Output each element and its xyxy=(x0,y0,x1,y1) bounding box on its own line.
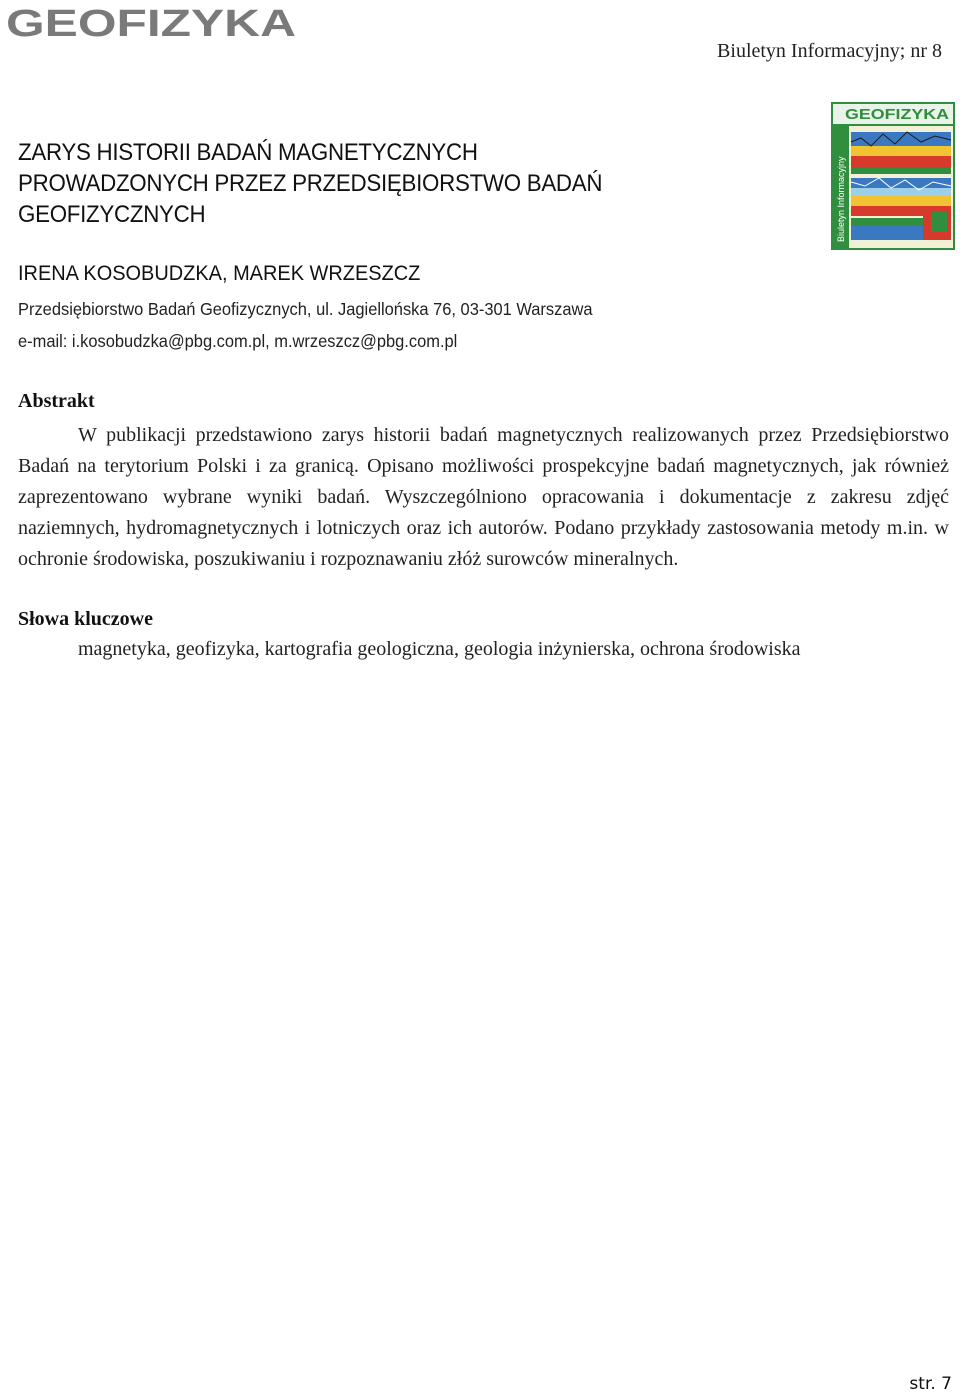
title-line-2: PROWADZONYCH PRZEZ PRZEDSIĘBIORSTWO BADAŃ GEOFIZYCZNYCH xyxy=(18,170,603,228)
email-line: e-mail: i.kosobudzka@pbg.com.pl, m.wrzeszcz@pbg.com.pl xyxy=(18,331,458,351)
article-title xyxy=(18,137,762,230)
bulletin-header: Biuletyn Informacyjny; nr 8 xyxy=(717,40,942,62)
abstract-heading: Abstrakt xyxy=(18,390,95,412)
keywords-heading: Słowa kluczowe xyxy=(18,608,153,630)
abstract-text xyxy=(18,420,949,575)
affiliation: Przedsiębiorstwo Badań Geofizycznych, ul. Jagiellońska 76, 03-301 Warszawa xyxy=(18,299,593,319)
authors: IRENA KOSOBUDZKA, MAREK WRZESZCZ xyxy=(18,262,421,285)
geofizyka-logo xyxy=(6,2,298,42)
cover-logo-text: GEOFIZYKA xyxy=(845,106,950,123)
logo-text: GEOFIZYKA xyxy=(6,3,296,42)
cover-side-text: Biuletyn Informacyjny xyxy=(836,156,846,242)
abstract-text-content: W publikacji przedstawiono zarys historii badań magnetycznych realizowanych przez Przedsiębiorstwo Badań na terytorium Polski i za granicą. Opisano możliwości prospekcyjne badań magnetycznych, jak również zaprezentowano wybrane wyniki badań. Wyszczególniono opracowania i dokumentacje z zakresu zdjęć naziemnych, hydromagnetycznych i lotniczych oraz ich autorów. Podano przykłady zastosowania metody m.in. w ochronie środowiska, poszukiwaniu i rozpoznawaniu złóż surowców mineralnych. xyxy=(18,424,949,570)
journal-cover-image xyxy=(831,102,955,250)
title-line-1: ZARYS HISTORII BADAŃ MAGNETYCZNYCH xyxy=(18,139,478,166)
page-number: str. 7 xyxy=(909,1374,952,1394)
keywords-text: magnetyka, geofizyka, kartografia geologiczna, geologia inżynierska, ochrona środowiska xyxy=(78,638,801,660)
